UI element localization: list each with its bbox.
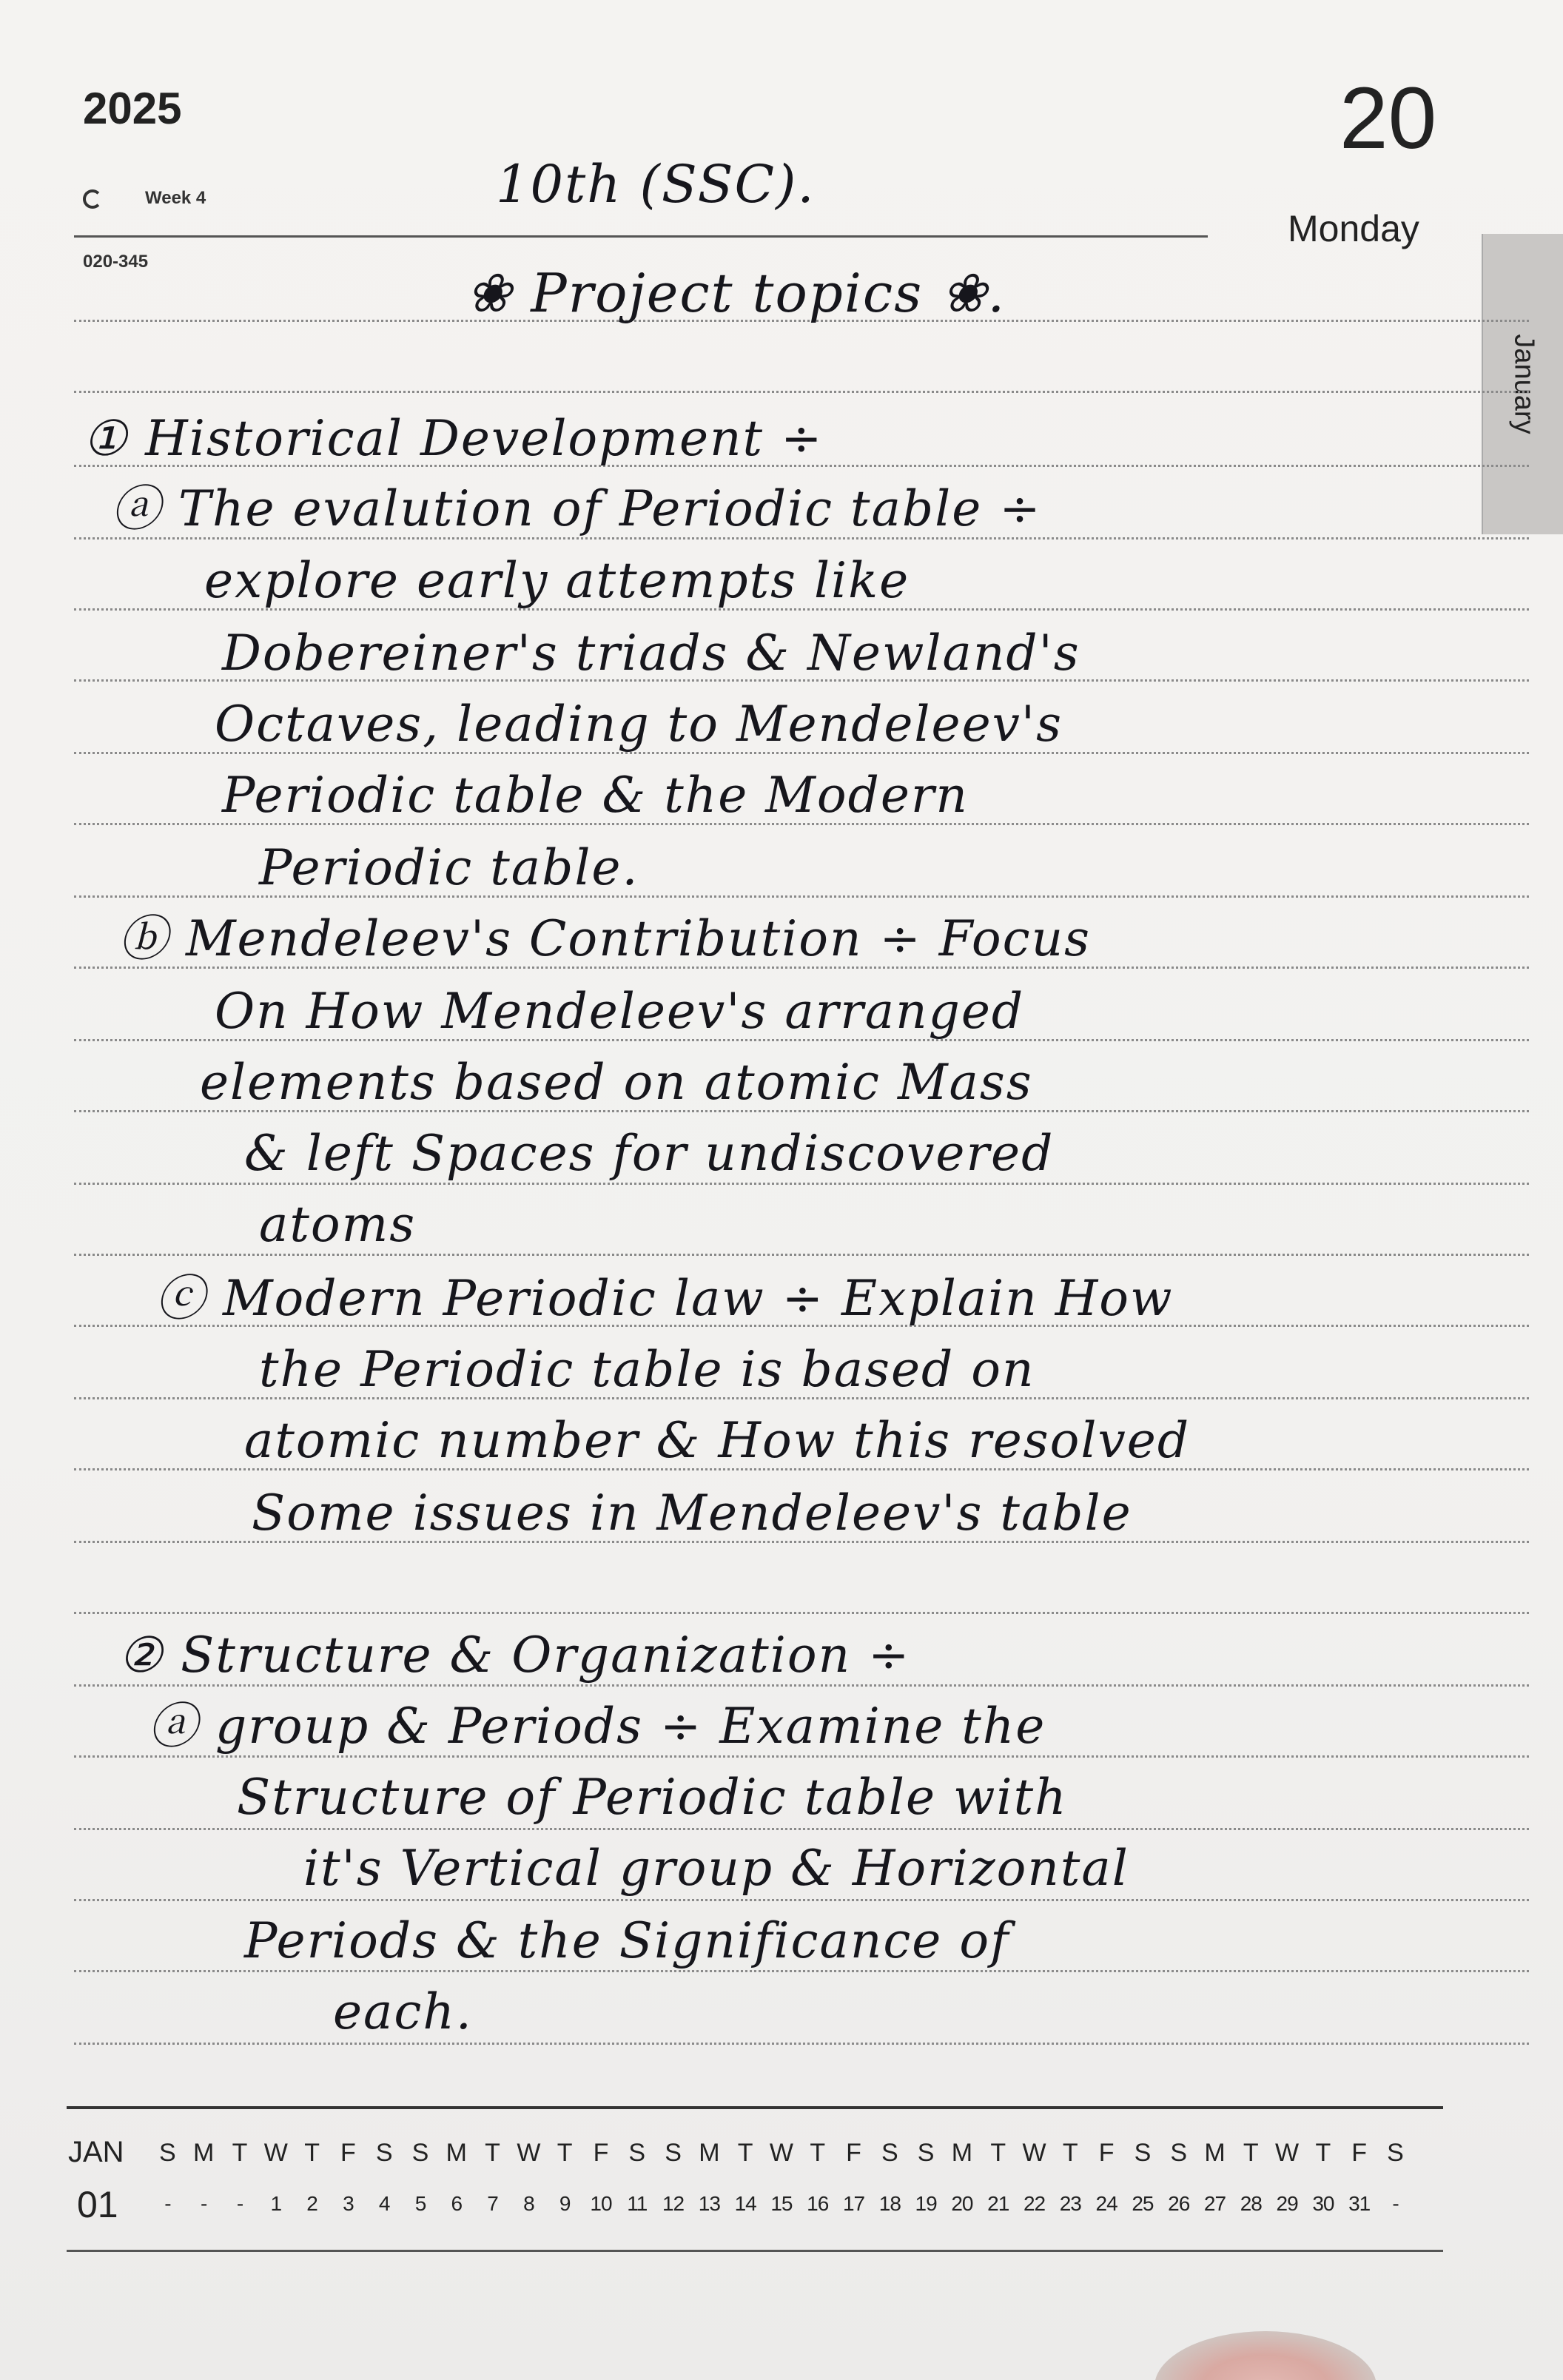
note-line: ⓒ Modern Periodic law ÷ Explain How: [155, 1270, 1174, 1327]
calendar-day-letter: F: [846, 2139, 861, 2167]
week-label: Week 4: [145, 188, 206, 208]
note-line: Dobereiner's triads & Newland's: [222, 625, 1080, 682]
calendar-day-letter: W: [1275, 2139, 1300, 2167]
calendar-day-letter: W: [517, 2139, 541, 2167]
calendar-day-letter: S: [917, 2139, 935, 2167]
calendar-day-letter: T: [990, 2139, 1006, 2167]
calendar-month: JAN: [68, 2136, 124, 2168]
calendar-date[interactable]: 21: [987, 2192, 1009, 2215]
calendar-day-letter: S: [159, 2139, 176, 2167]
note-line: Periods & the Significance of: [244, 1912, 1010, 1969]
calendar-day-letter: T: [1315, 2139, 1331, 2167]
calendar-day-letter: T: [1243, 2139, 1259, 2167]
calendar-date[interactable]: 28: [1240, 2192, 1262, 2215]
calendar-day-letter: S: [665, 2139, 682, 2167]
ruled-line: [74, 1612, 1529, 1614]
ruled-line: [74, 1828, 1529, 1830]
moon-phase-icon: [83, 189, 102, 209]
calendar-day-letter: S: [1170, 2139, 1188, 2167]
note-line: atomic number & How this resolved: [244, 1412, 1191, 1469]
calendar-day-letter: W: [263, 2139, 288, 2167]
note-line: explore early attempts like: [204, 552, 910, 609]
calendar-date[interactable]: 29: [1276, 2192, 1298, 2215]
calendar-day-letter: W: [1022, 2139, 1046, 2167]
ruled-line: [74, 2043, 1529, 2045]
project-topics-title: ❀ Project topics ❀.: [466, 262, 1006, 324]
header-rule: [74, 235, 1208, 238]
calendar-day-letter: M: [1204, 2139, 1226, 2167]
calendar-date[interactable]: 13: [698, 2192, 720, 2215]
calendar-date[interactable]: 22: [1023, 2192, 1046, 2215]
calendar-date[interactable]: 14: [734, 2192, 756, 2215]
note-line: it's Vertical group & Horizontal: [303, 1840, 1129, 1897]
class-heading: 10th (SSC).: [496, 154, 816, 215]
calendar-day-letter: T: [304, 2139, 320, 2167]
calendar-date[interactable]: -: [236, 2192, 243, 2215]
note-line: ② Structure & Organization ÷: [118, 1627, 911, 1684]
calendar-date[interactable]: 17: [842, 2192, 865, 2215]
calendar-date[interactable]: -: [201, 2192, 207, 2215]
calendar-date[interactable]: 19: [915, 2192, 937, 2215]
calendar-date[interactable]: 2: [306, 2192, 317, 2215]
calendar-date[interactable]: 8: [523, 2192, 534, 2215]
month-tab-label: January: [1508, 334, 1540, 434]
calendar-day-letter: M: [446, 2139, 467, 2167]
day-number: 20: [1340, 70, 1437, 167]
note-line: Octaves, leading to Mendeleev's: [215, 696, 1063, 753]
note-line: ⓑ Mendeleev's Contribution ÷ Focus: [118, 910, 1092, 967]
note-line: each.: [333, 1983, 473, 2040]
calendar-date[interactable]: 10: [590, 2192, 612, 2215]
calendar-day-letter: F: [593, 2139, 609, 2167]
weekday-label: Monday: [1288, 208, 1419, 249]
calendar-date[interactable]: 9: [559, 2192, 571, 2215]
calendar-date[interactable]: 24: [1095, 2192, 1117, 2215]
finger-shadow: [1154, 2331, 1377, 2380]
note-line: On How Mendeleev's arranged: [215, 983, 1025, 1040]
calendar-day-letter: T: [810, 2139, 826, 2167]
note-line: ⓐ The evalution of Periodic table ÷: [111, 480, 1042, 537]
calendar-day-letter: T: [232, 2139, 248, 2167]
calendar-day-letter: S: [1134, 2139, 1152, 2167]
month-tab[interactable]: [1482, 234, 1563, 534]
calendar-bottom-rule: [67, 2250, 1443, 2252]
note-line: & left Spaces for undiscovered: [244, 1125, 1055, 1182]
ruled-line: [74, 1755, 1529, 1758]
calendar-date[interactable]: 20: [951, 2192, 973, 2215]
year-label: 2025: [83, 84, 182, 133]
calendar-date[interactable]: 30: [1312, 2192, 1334, 2215]
calendar-day-letter: W: [769, 2139, 793, 2167]
calendar-date[interactable]: 1: [270, 2192, 282, 2215]
calendar-date[interactable]: 25: [1132, 2192, 1154, 2215]
note-line: ① Historical Development ÷: [83, 410, 824, 467]
calendar-date[interactable]: 6: [451, 2192, 463, 2215]
calendar-day-letters: [149, 2139, 1414, 2168]
ruled-line: [74, 1684, 1529, 1687]
ruled-line: [74, 1970, 1529, 1972]
calendar-month-number: 01: [77, 2184, 118, 2225]
calendar-day-letter: F: [1351, 2139, 1368, 2167]
calendar-day-letter: T: [737, 2139, 753, 2167]
note-line: elements based on atomic Mass: [200, 1054, 1033, 1111]
calendar-date[interactable]: 23: [1059, 2192, 1081, 2215]
calendar-date[interactable]: 31: [1348, 2192, 1371, 2215]
note-line: Periodic table & the Modern: [222, 767, 969, 824]
calendar-day-letter: S: [881, 2139, 898, 2167]
note-line: Periodic table.: [259, 839, 639, 896]
calendar-day-letter: S: [1387, 2139, 1404, 2167]
calendar-date[interactable]: 7: [487, 2192, 498, 2215]
note-line: Some issues in Mendeleev's table: [252, 1485, 1132, 1542]
ruled-line: [74, 391, 1529, 393]
calendar-dates: [149, 2192, 1414, 2216]
note-line: Structure of Periodic table with: [237, 1769, 1068, 1826]
calendar-date[interactable]: -: [1392, 2192, 1399, 2215]
calendar-day-letter: F: [340, 2139, 356, 2167]
calendar-date[interactable]: 4: [378, 2192, 390, 2215]
ruled-line: [74, 537, 1529, 539]
calendar-top-rule: [67, 2106, 1443, 2109]
day-count-label: 020-345: [83, 252, 149, 272]
calendar-date[interactable]: 15: [770, 2192, 793, 2215]
calendar-date[interactable]: 12: [662, 2192, 685, 2215]
calendar-day-letter: T: [557, 2139, 573, 2167]
ruled-line: [74, 1899, 1529, 1901]
calendar-date[interactable]: 11: [627, 2192, 648, 2215]
calendar-date[interactable]: 26: [1168, 2192, 1190, 2215]
calendar-day-letter: M: [193, 2139, 215, 2167]
calendar-date[interactable]: 27: [1203, 2192, 1226, 2215]
calendar-day-letter: F: [1098, 2139, 1115, 2167]
calendar-date[interactable]: 5: [414, 2192, 426, 2215]
calendar-day-letter: S: [628, 2139, 646, 2167]
note-line: atoms: [259, 1196, 417, 1253]
calendar-day-letter: M: [951, 2139, 973, 2167]
ruled-line: [74, 1254, 1529, 1256]
calendar-day-letter: T: [1062, 2139, 1078, 2167]
calendar-day-letter: T: [485, 2139, 500, 2167]
calendar-date[interactable]: 16: [807, 2192, 829, 2215]
calendar-day-letter: S: [411, 2139, 429, 2167]
calendar-date[interactable]: -: [164, 2192, 171, 2215]
note-line: ⓐ group & Periods ÷ Examine the: [148, 1698, 1046, 1755]
note-line: the Periodic table is based on: [259, 1341, 1035, 1398]
calendar-date[interactable]: 3: [343, 2192, 354, 2215]
calendar-date[interactable]: 18: [878, 2192, 901, 2215]
calendar-day-letter: M: [699, 2139, 720, 2167]
ruled-line: [74, 1183, 1529, 1185]
calendar-day-letter: S: [375, 2139, 393, 2167]
